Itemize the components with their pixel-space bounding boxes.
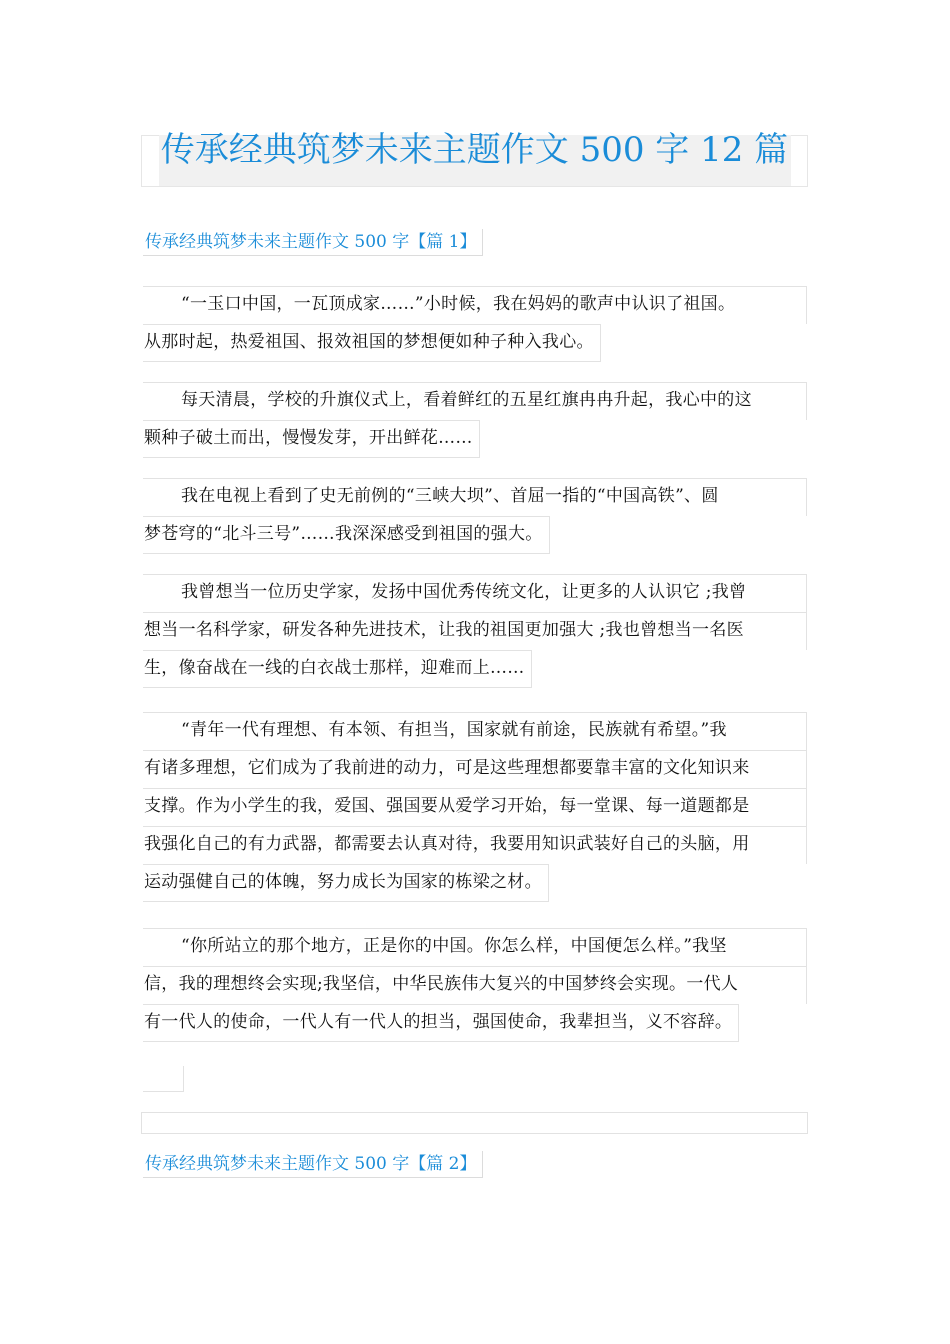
paragraph-line: 我曾想当一位历史学家，发扬中国优秀传统文化，让更多的人认识它 ;我曾 [143, 574, 807, 612]
paragraph-line: 支撑。作为小学生的我，爱国、强国要从爱学习开始，每一堂课、每一道题都是 [143, 788, 807, 826]
paragraph-line: “你所站立的那个地方，正是你的中国。你怎么样，中国便怎么样。”我坚 [143, 928, 807, 966]
paragraph-line: 有一代人的使命，一代人有一代人的担当，强国使命，我辈担当，义不容辞。 [143, 1004, 739, 1042]
section-heading-2: 传承经典筑梦未来主题作文 500 字【篇 2】 [143, 1151, 483, 1178]
paragraph-line: “青年一代有理想、有本领、有担当，国家就有前途，民族就有希望。”我 [143, 712, 807, 750]
paragraph-6 [143, 928, 807, 1046]
paragraph-line: 我强化自己的有力武器，都需要去认真对待，我要用知识武装好自己的头脑，用 [143, 826, 807, 864]
paragraph-3 [143, 478, 807, 558]
paragraph-line: 从那时起，热爱祖国、报效祖国的梦想便如种子种入我心。 [143, 324, 601, 362]
document-title: 传承经典筑梦未来主题作文 500 字 12 篇 [160, 130, 789, 170]
paragraph-line: 我在电视上看到了史无前例的“三峡大坝”、首屈一指的“中国高铁”、圆 [143, 478, 807, 516]
paragraph-line: 每天清晨，学校的升旗仪式上，看着鲜红的五星红旗冉冉升起，我心中的这 [143, 382, 807, 420]
paragraph-line: 信，我的理想终会实现;我坚信，中华民族伟大复兴的中国梦终会实现。一代人 [143, 966, 807, 1004]
paragraph-line: 生，像奋战在一线的白衣战士那样，迎难而上…… [143, 650, 532, 688]
section-heading-1: 传承经典筑梦未来主题作文 500 字【篇 1】 [143, 229, 483, 256]
paragraph-line: 梦苍穹的“北斗三号”……我深深感受到祖国的强大。 [143, 516, 550, 554]
paragraph-1 [143, 286, 807, 366]
paragraph-line: 想当一名科学家，研发各种先进技术，让我的祖国更加强大 ;我也曾想当一名医 [143, 612, 807, 650]
paragraph-line: 运动强健自己的体魄，努力成长为国家的栋梁之材。 [143, 864, 549, 902]
paragraph-line: 有诸多理想，它们成为了我前进的动力，可是这些理想都要靠丰富的文化知识来 [143, 750, 807, 788]
paragraph-4 [143, 574, 807, 692]
paragraph-line: “一玉口中国，一瓦顶成家……”小时候，我在妈妈的歌声中认识了祖国。 [143, 286, 807, 324]
paragraph-2 [143, 382, 807, 462]
paragraph-5 [143, 712, 807, 906]
section-divider [141, 1112, 808, 1134]
paragraph-line: 颗种子破土而出，慢慢发芽，开出鲜花…… [143, 420, 480, 458]
empty-paragraph [143, 1066, 184, 1092]
